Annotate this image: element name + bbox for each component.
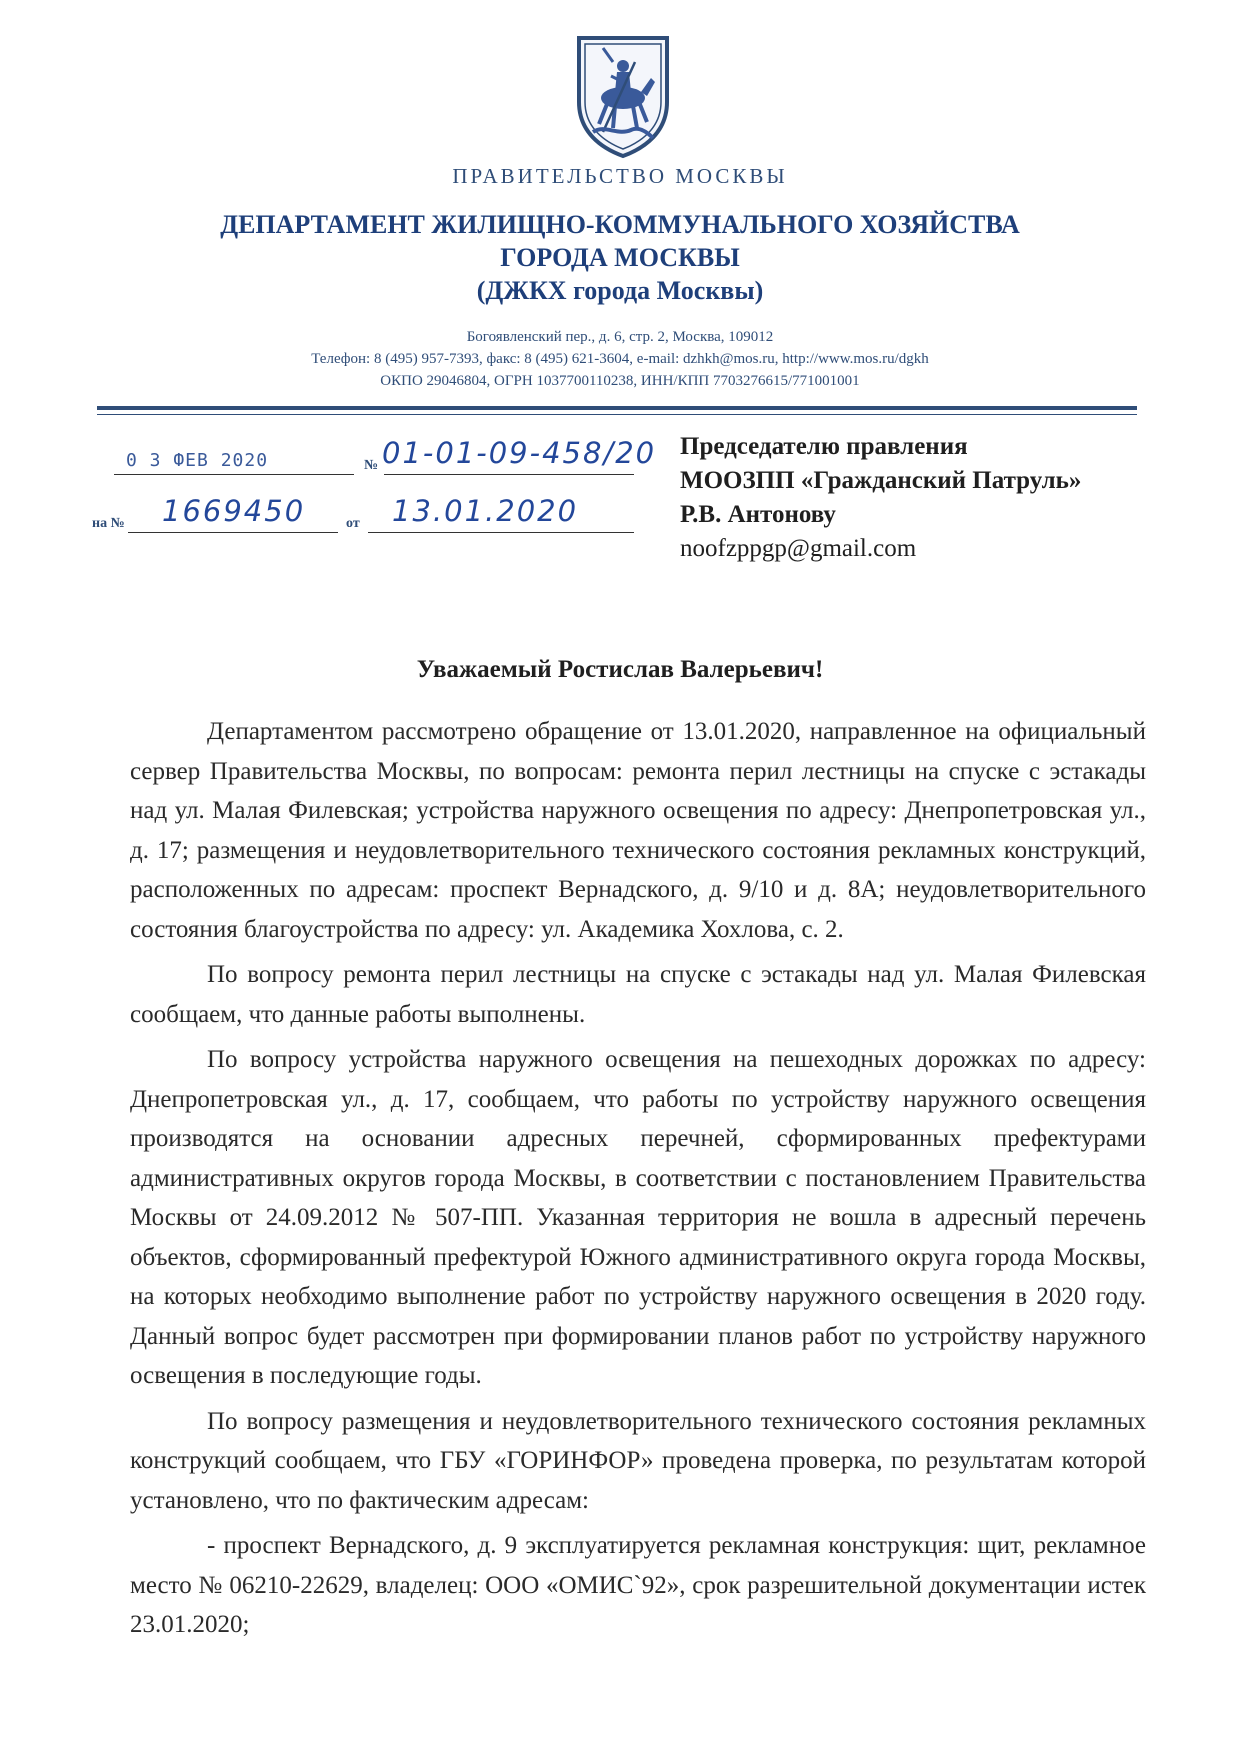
reply-number: 1669450 bbox=[162, 494, 306, 528]
department-name bbox=[0, 208, 1240, 307]
department-line-1: ДЕПАРТАМЕНТ ЖИЛИЩНО-КОММУНАЛЬНОГО ХОЗЯЙСТВА bbox=[220, 210, 1020, 239]
number-prefix: № bbox=[364, 458, 379, 473]
department-address: Богоявленский пер., д. 6, стр. 2, Москва, 109012 bbox=[466, 329, 774, 345]
date-stamp: 0 3 ФЕВ 2020 bbox=[126, 450, 269, 471]
paragraph: - проспект Вернадского, д. 9 эксплуатируется рекламная конструкция: щит, рекламное место № 06210-22629, владелец: ООО «ОМИС`92», срок разрешительной документации истек 23.01.2020; bbox=[130, 1532, 1146, 1638]
department-line-2: ГОРОДА МОСКВЫ bbox=[500, 243, 740, 272]
paragraph: По вопросу размещения и неудовлетворительного технического состояния рекламных конструкций сообщаем, что ГБУ «ГОРИНФОР» проведена проверка, по результатам которой установлено, что по фактическим адресам: bbox=[130, 1407, 1146, 1514]
recipient-name: Р.В. Антонову bbox=[680, 501, 836, 528]
recipient-position: Председателю правления bbox=[680, 433, 968, 460]
reply-date-prefix: от bbox=[346, 516, 360, 531]
recipient-organization: МООЗПП «Гражданский Патруль» bbox=[680, 467, 1082, 494]
letterhead-divider-thin bbox=[97, 414, 1137, 415]
moscow-coat-of-arms-icon bbox=[573, 32, 673, 160]
government-name: ПРАВИТЕЛЬСТВО МОСКВЫ bbox=[452, 164, 788, 188]
department-registry-codes: ОКПО 29046804, ОГРН 1037700110238, ИНН/КПП 7703276615/771001001 bbox=[380, 373, 860, 389]
registration-block bbox=[92, 436, 657, 550]
recipient-block bbox=[680, 430, 1180, 566]
letter-body bbox=[130, 712, 1146, 1651]
paragraph: Департаментом рассмотрено обращение от 13.01.2020, направленное на официальный сервер Правительства Москвы, по вопросам: ремонта перил лестницы на спуске с эстакады над ул. Малая Филевская; устройства наружного освещения по адресу: Днепропетровская ул., д. 17; размещения и неудовлетворительного технического состояния рекламных конструкций, расположенных по адресам: проспект Вернадского, д. 9/10 и д. 8А; неудовлетворительного состояния благоустройства по адресу: ул. Академика Хохлова, с. 2. bbox=[130, 718, 1146, 943]
letterhead-divider-thick bbox=[97, 406, 1137, 410]
reply-prefix: на № bbox=[92, 516, 125, 531]
greeting: Уважаемый Ростислав Валерьевич! bbox=[416, 656, 824, 683]
paragraph: По вопросу устройства наружного освещения на пешеходных дорожках по адресу: Днепропетровская ул., д. 17, сообщаем, что работы по устройству наружного освещения производятся на основании адресных перечней, сформированных префектурами административных округов города Москвы, в соответствии с постановлением Правительства Москвы от 24.09.2012 № 507-ПП. Указанная территория не вошла в адресный перечень объектов, сформированный префектурой Южного административного округа города Москвы, на которых необходимо выполнение работ по устройству наружного освещения в 2020 году. Данный вопрос будет рассмотрен при формировании планов работ по устройству наружного освещения в последующие годы. bbox=[130, 1046, 1146, 1389]
department-contacts bbox=[0, 326, 1240, 392]
outgoing-number: 01-01-09-458/20 bbox=[382, 436, 657, 470]
department-phone-email: Телефон: 8 (495) 957-7393, факс: 8 (495) 621-3604, e-mail: dzhkh@mos.ru, http://www.mos.ru/dgkh bbox=[311, 351, 929, 367]
paragraph: По вопросу ремонта перил лестницы на спуске с эстакады над ул. Малая Филевская сообщаем, что данные работы выполнены. bbox=[130, 961, 1146, 1028]
department-short-name: (ДЖКХ города Москвы) bbox=[476, 276, 764, 305]
reply-date: 13.01.2020 bbox=[392, 494, 579, 528]
recipient-email: noofzppgp@gmail.com bbox=[680, 535, 917, 562]
